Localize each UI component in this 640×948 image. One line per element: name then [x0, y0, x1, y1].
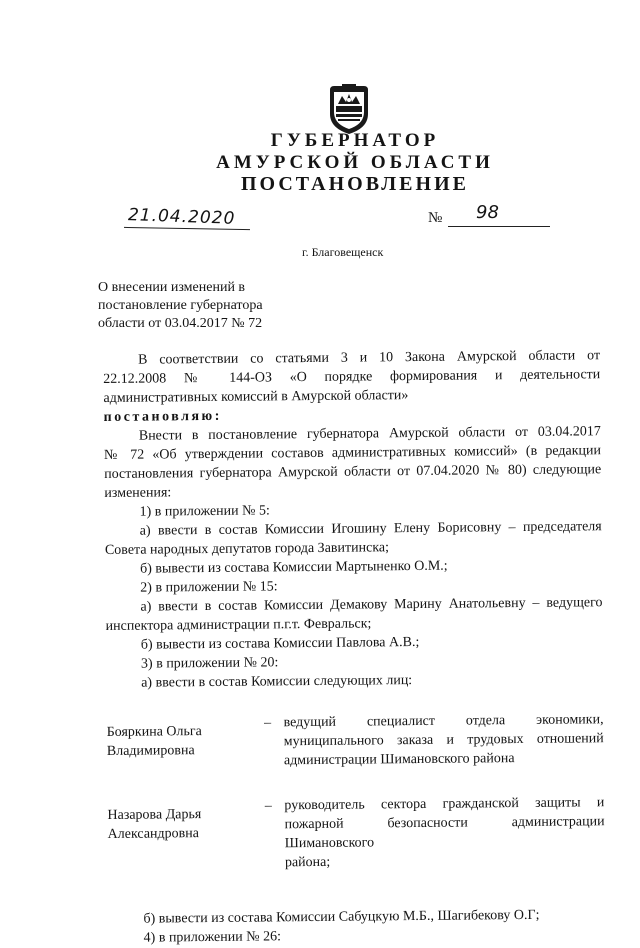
- position-line: ведущий специалист отдела экономики,: [283, 712, 604, 731]
- subject-line: О внесении изменений в: [98, 280, 246, 295]
- handwritten-date: 21.04.2020: [127, 205, 236, 229]
- person-name-line: Бояркина Ольга: [106, 724, 202, 740]
- person-name: [106, 714, 252, 772]
- body-line: Внести в постановление губернатора Амурской области от 03.04.2017: [138, 424, 601, 444]
- body-line: а) ввести в состав Комиссии Игошину Елену Борисовну – председателя: [139, 519, 602, 539]
- list-item: б) вывести из состава Комиссии Павлова А.В.;: [140, 634, 420, 653]
- body-line: а) ввести в состав Комиссии Демакову Марину Анатольевну – ведущего: [140, 595, 603, 615]
- body-line: постановления губернатора Амурской области от 07.04.2020 № 80) следующие: [104, 462, 602, 482]
- city-name: г. Благовещенск: [302, 245, 384, 259]
- list-item: а) ввести в состав Комиссии следующих лиц:: [141, 673, 413, 691]
- body-line: 22.12.2008 № 144-ОЗ «О порядке формирования и деятельности: [103, 367, 601, 387]
- entry-dash: –: [264, 798, 272, 814]
- body-line: инспектора администрации п.г.т. Февральск;: [105, 616, 372, 634]
- position-line: администрации Шимановского района: [283, 751, 515, 769]
- list-item: 3) в приложении № 20:: [140, 655, 279, 672]
- body-line: Совета народных депутатов города Завитинска;: [104, 540, 390, 558]
- handwritten-number: 98: [476, 202, 499, 223]
- person-name-line: Назарова Дарья: [107, 807, 202, 823]
- position-line: муниципального заказа и трудовых отношений: [283, 731, 604, 750]
- person-position: [283, 710, 604, 770]
- list-item: б) вывести из состава Комиссии Сабуцкую М.Б., Шагибекову О.Г;: [143, 907, 540, 927]
- coat-of-arms-emblem: [326, 84, 372, 136]
- list-item: 1) в приложении № 5:: [139, 503, 270, 520]
- person-entry: [107, 793, 605, 874]
- person-name: [107, 797, 253, 874]
- number-label: №: [428, 210, 443, 226]
- position-line: пожарной безопасности администрации Шимановского: [284, 814, 605, 852]
- person-entry: [106, 710, 604, 772]
- decree-word: постановляю:: [103, 408, 222, 425]
- list-item: б) вывести из состава Комиссии Мартыненко О.М.;: [140, 558, 448, 577]
- list-item: 2) в приложении № 15:: [140, 579, 278, 596]
- document-body: [103, 346, 606, 948]
- person-name-line: Александровна: [107, 826, 200, 842]
- entry-dash: –: [264, 715, 272, 731]
- body-line: изменения:: [104, 485, 172, 501]
- position-line: района;: [284, 854, 331, 871]
- person-name-line: Владимировна: [106, 743, 195, 759]
- header-region: АМУРСКОЙ ОБЛАСТИ: [216, 152, 494, 173]
- number-underline: [448, 226, 550, 227]
- document-type: ПОСТАНОВЛЕНИЕ: [241, 173, 469, 195]
- body-line: В соответствии со статьями 3 и 10 Закона Амурской области от: [138, 348, 601, 368]
- body-line: административных комиссий в Амурской области»: [103, 388, 409, 406]
- person-position: [284, 793, 605, 872]
- subject-line: постановление губернатора: [98, 298, 263, 313]
- header-governor: ГУБЕРНАТОР: [270, 130, 440, 151]
- subject-line: области от 03.04.2017 № 72: [98, 316, 263, 331]
- position-line: руководитель сектора гражданской защиты и: [284, 795, 605, 814]
- list-item: 4) в приложении № 26:: [143, 929, 282, 946]
- document-subject: [98, 279, 263, 333]
- body-line: № 72 «Об утверждении составов административных комиссий» (в редакции: [103, 443, 602, 463]
